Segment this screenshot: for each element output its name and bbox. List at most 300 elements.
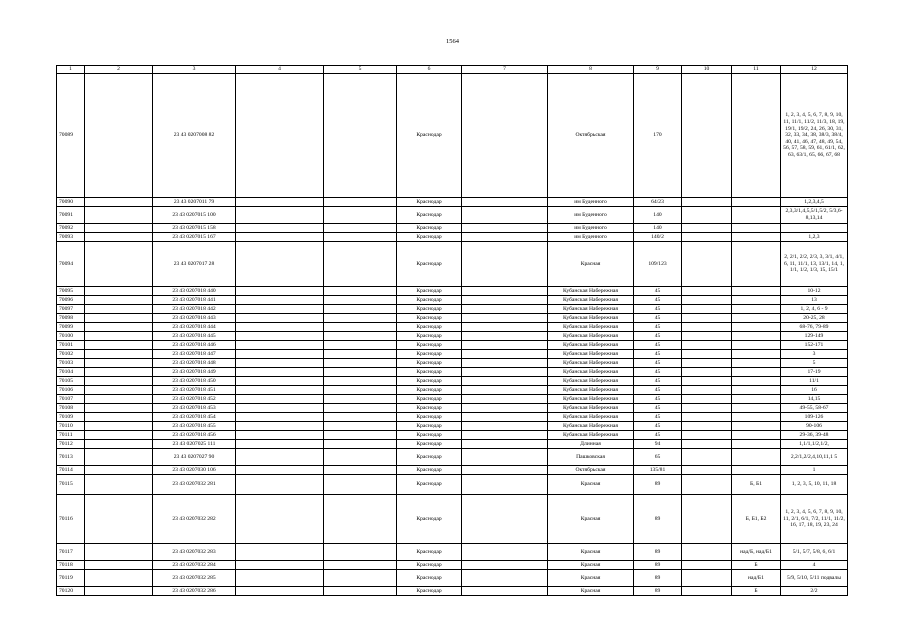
table-cell: Длинная	[548, 440, 634, 449]
table-cell	[85, 587, 153, 596]
table-cell: 23 43 0207032 281	[153, 475, 236, 495]
table-cell: Кубанская Набережная	[548, 323, 634, 332]
table-cell: 70112	[57, 440, 85, 449]
header-row	[57, 66, 848, 74]
table-cell: 70111	[57, 431, 85, 440]
table-cell	[324, 377, 397, 386]
table-cell: 45	[634, 413, 682, 422]
table-row	[57, 242, 848, 287]
table-cell	[324, 475, 397, 495]
table-cell: 45	[634, 395, 682, 404]
table-cell: 45	[634, 386, 682, 395]
table-cell	[682, 287, 732, 296]
table-cell: Кубанская Набережная	[548, 431, 634, 440]
table-cell: 23 43 0207032 282	[153, 495, 236, 544]
table-cell	[236, 305, 324, 314]
table-cell: 45	[634, 350, 682, 359]
table-cell: 1	[781, 466, 848, 475]
table-cell	[682, 242, 732, 287]
table-cell	[732, 386, 781, 395]
table-cell	[85, 296, 153, 305]
table-cell: 89	[634, 544, 682, 561]
table-cell: 70119	[57, 570, 85, 587]
table-cell: 23 43 0207018 450	[153, 377, 236, 386]
table-row	[57, 587, 848, 596]
table-cell: 1, 2, 3, 4, 5, 6, 7, 8, 9, 10, 11, 2/1, 6/1, 7/2, 11/1, 11/2, 16, 17, 18, 19, 23, 24	[781, 495, 848, 544]
table-cell: 45	[634, 368, 682, 377]
table-cell: 70096	[57, 296, 85, 305]
table-cell: Краснодар	[397, 422, 462, 431]
table-cell: 89	[634, 570, 682, 587]
table-cell	[462, 368, 548, 377]
table-cell	[236, 413, 324, 422]
table-cell	[682, 404, 732, 413]
table-cell	[682, 198, 732, 207]
table-row	[57, 332, 848, 341]
table-cell: 23 43 0207018 446	[153, 341, 236, 350]
table-cell: 68-76, 79-89	[781, 323, 848, 332]
table-cell	[462, 314, 548, 323]
table-row	[57, 544, 848, 561]
table-cell: 129-149	[781, 332, 848, 341]
table-cell	[324, 305, 397, 314]
table-cell	[324, 287, 397, 296]
table-cell	[236, 242, 324, 287]
table-cell: Красная	[548, 561, 634, 570]
table-cell: 23 43 0207018 443	[153, 314, 236, 323]
table-cell	[85, 323, 153, 332]
table-cell: 23 43 0207018 455	[153, 422, 236, 431]
table-cell	[462, 341, 548, 350]
table-row	[57, 74, 848, 198]
table-cell: им Буденного	[548, 207, 634, 224]
table-cell: 23 43 0207015 100	[153, 207, 236, 224]
table-cell: 4	[781, 561, 848, 570]
table-cell	[324, 368, 397, 377]
table-cell: Краснодар	[397, 466, 462, 475]
table-cell	[682, 544, 732, 561]
table-cell: 23 43 0207018 451	[153, 386, 236, 395]
table-cell: 89	[634, 495, 682, 544]
table-cell: 64/23	[634, 198, 682, 207]
table-cell	[462, 422, 548, 431]
table-row	[57, 287, 848, 296]
table-cell	[324, 341, 397, 350]
table-cell	[732, 305, 781, 314]
table-cell	[85, 332, 153, 341]
table-cell	[236, 341, 324, 350]
table-row	[57, 377, 848, 386]
table-cell	[682, 495, 732, 544]
table-cell: Краснодар	[397, 495, 462, 544]
column-header: 10	[682, 66, 732, 74]
table-cell: 23 43 0207018 456	[153, 431, 236, 440]
table-row	[57, 475, 848, 495]
table-cell	[85, 440, 153, 449]
table-cell: Краснодар	[397, 305, 462, 314]
table-cell: Краснодар	[397, 233, 462, 242]
table-cell: Краснодар	[397, 368, 462, 377]
table-row	[57, 224, 848, 233]
table-cell	[324, 350, 397, 359]
table-cell	[324, 332, 397, 341]
table-cell: 70092	[57, 224, 85, 233]
table-cell	[324, 74, 397, 198]
table-cell: Краснодар	[397, 198, 462, 207]
table-cell: 23 43 0207018 442	[153, 305, 236, 314]
table-cell: 23 43 0207032 283	[153, 544, 236, 561]
table-cell	[682, 440, 732, 449]
table-cell	[324, 570, 397, 587]
table-cell: 10-12	[781, 287, 848, 296]
table-cell: Б, Б1	[732, 475, 781, 495]
table-cell	[324, 440, 397, 449]
table-cell	[462, 449, 548, 466]
table-cell	[682, 561, 732, 570]
table-cell	[682, 377, 732, 386]
table-cell: 70116	[57, 495, 85, 544]
table-cell	[236, 233, 324, 242]
table-cell: 70109	[57, 413, 85, 422]
table-cell	[85, 242, 153, 287]
table-cell: 70095	[57, 287, 85, 296]
column-header: 12	[781, 66, 848, 74]
table-cell: Краснодар	[397, 395, 462, 404]
table-cell	[236, 350, 324, 359]
table-cell	[462, 587, 548, 596]
table-cell	[236, 287, 324, 296]
table-cell: 23 43 0207025 111	[153, 440, 236, 449]
table-cell	[462, 431, 548, 440]
column-header: 7	[462, 66, 548, 74]
table-cell: 70089	[57, 74, 85, 198]
table-cell: 2/2	[781, 587, 848, 596]
table-cell: Октябрьская	[548, 74, 634, 198]
table-cell: Краснодар	[397, 224, 462, 233]
table-cell: над/Б1	[732, 570, 781, 587]
table-row	[57, 305, 848, 314]
table-cell	[324, 587, 397, 596]
table-cell	[85, 359, 153, 368]
table-cell: Кубанская Набережная	[548, 404, 634, 413]
table-cell	[85, 475, 153, 495]
table-cell	[85, 350, 153, 359]
table-cell: 45	[634, 305, 682, 314]
table-cell: Краснодар	[397, 341, 462, 350]
table-cell: 17-19	[781, 368, 848, 377]
table-cell: Кубанская Набережная	[548, 305, 634, 314]
table-cell: 2,2/1,2/2,4,10,11,1 5	[781, 449, 848, 466]
table-cell	[682, 587, 732, 596]
table-cell	[236, 386, 324, 395]
table-cell: Кубанская Набережная	[548, 377, 634, 386]
table-cell: им Буденного	[548, 224, 634, 233]
table-cell	[324, 242, 397, 287]
table-cell	[462, 404, 548, 413]
register-table	[56, 65, 848, 596]
table-cell: 70090	[57, 198, 85, 207]
table-cell: Красная	[548, 495, 634, 544]
table-cell	[462, 440, 548, 449]
table-cell: им Буденного	[548, 198, 634, 207]
table-row	[57, 233, 848, 242]
table-cell: 23 43 0207032 285	[153, 570, 236, 587]
table-cell	[462, 475, 548, 495]
table-cell	[324, 561, 397, 570]
table-cell	[682, 74, 732, 198]
table-cell	[324, 233, 397, 242]
table-row	[57, 395, 848, 404]
table-cell: 94	[634, 440, 682, 449]
table-cell	[732, 350, 781, 359]
table-cell	[236, 561, 324, 570]
table-cell	[236, 224, 324, 233]
table-cell	[236, 395, 324, 404]
table-cell	[324, 413, 397, 422]
table-cell	[236, 198, 324, 207]
table-cell: 70117	[57, 544, 85, 561]
table-cell: Октябрьская	[548, 466, 634, 475]
table-cell	[324, 323, 397, 332]
table-cell	[462, 74, 548, 198]
table-cell	[732, 449, 781, 466]
table-cell: Красная	[548, 570, 634, 587]
table-cell: 23 43 0207032 284	[153, 561, 236, 570]
table-cell	[236, 359, 324, 368]
table-cell	[236, 587, 324, 596]
table-cell: 23 43 0207018 448	[153, 359, 236, 368]
table-cell: Краснодар	[397, 314, 462, 323]
table-cell	[236, 332, 324, 341]
table-cell: 70098	[57, 314, 85, 323]
table-cell: Краснодар	[397, 359, 462, 368]
table-cell: им Буденного	[548, 233, 634, 242]
table-cell	[462, 323, 548, 332]
table-cell: Краснодар	[397, 413, 462, 422]
table-cell	[682, 359, 732, 368]
table-cell	[324, 296, 397, 305]
table-cell: 89	[634, 587, 682, 596]
table-cell	[682, 422, 732, 431]
table-row	[57, 495, 848, 544]
table-cell	[732, 242, 781, 287]
table-cell	[781, 224, 848, 233]
column-header: 2	[85, 66, 153, 74]
column-header: 5	[324, 66, 397, 74]
table-cell: Краснодар	[397, 561, 462, 570]
table-cell: 70118	[57, 561, 85, 570]
table-cell: 45	[634, 314, 682, 323]
table-cell: 152-171	[781, 341, 848, 350]
table-cell: 70091	[57, 207, 85, 224]
table-row	[57, 314, 848, 323]
table-cell: Красная	[548, 475, 634, 495]
table-cell	[462, 359, 548, 368]
table-row	[57, 431, 848, 440]
table-cell	[682, 207, 732, 224]
table-row	[57, 466, 848, 475]
table-cell	[732, 368, 781, 377]
table-cell	[236, 404, 324, 413]
table-cell	[462, 395, 548, 404]
table-cell: 5	[781, 359, 848, 368]
table-cell	[236, 495, 324, 544]
table-cell	[85, 395, 153, 404]
table-cell	[462, 386, 548, 395]
table-cell: Кубанская Набережная	[548, 341, 634, 350]
table-cell	[732, 404, 781, 413]
table-cell	[324, 395, 397, 404]
table-cell: 45	[634, 404, 682, 413]
table-cell	[85, 466, 153, 475]
table-cell: 45	[634, 323, 682, 332]
table-cell	[682, 395, 732, 404]
table-cell	[236, 475, 324, 495]
table-cell	[732, 377, 781, 386]
table-cell: 70099	[57, 323, 85, 332]
table-cell	[732, 233, 781, 242]
table-cell	[324, 207, 397, 224]
column-header: 8	[548, 66, 634, 74]
table-cell	[236, 314, 324, 323]
table-cell: Кубанская Набережная	[548, 386, 634, 395]
table-cell: 70110	[57, 422, 85, 431]
table-row	[57, 449, 848, 466]
table-cell: 23 43 0207017 28	[153, 242, 236, 287]
table-cell: Б	[732, 561, 781, 570]
table-cell: 109/123	[634, 242, 682, 287]
table-cell: Краснодар	[397, 570, 462, 587]
table-cell	[682, 449, 732, 466]
table-cell	[732, 422, 781, 431]
table-cell: 70108	[57, 404, 85, 413]
table-cell: 70113	[57, 449, 85, 466]
table-cell: 70101	[57, 341, 85, 350]
table-cell	[732, 466, 781, 475]
table-cell	[732, 431, 781, 440]
table-cell	[682, 314, 732, 323]
table-cell	[85, 413, 153, 422]
table-cell: Б	[732, 587, 781, 596]
table-cell	[85, 377, 153, 386]
table-cell	[732, 74, 781, 198]
table-cell	[236, 431, 324, 440]
table-cell	[236, 466, 324, 475]
table-cell: 140/2	[634, 233, 682, 242]
table-cell	[682, 233, 732, 242]
table-cell: 45	[634, 422, 682, 431]
table-cell: Краснодар	[397, 544, 462, 561]
table-row	[57, 386, 848, 395]
table-cell	[85, 207, 153, 224]
table-cell	[462, 207, 548, 224]
table-cell: Краснодар	[397, 587, 462, 596]
table-cell: 23 43 0207018 444	[153, 323, 236, 332]
table-cell	[462, 305, 548, 314]
table-cell	[462, 561, 548, 570]
table-row	[57, 296, 848, 305]
table-cell	[324, 198, 397, 207]
table-cell: Красная	[548, 242, 634, 287]
table-cell	[236, 74, 324, 198]
table-cell: Кубанская Набережная	[548, 350, 634, 359]
table-cell: Краснодар	[397, 404, 462, 413]
column-header: 9	[634, 66, 682, 74]
table-cell: 1, 2, 3, 5, 10, 11, 18	[781, 475, 848, 495]
table-row	[57, 570, 848, 587]
table-row	[57, 323, 848, 332]
table-cell: 70093	[57, 233, 85, 242]
table-cell	[85, 570, 153, 587]
table-cell	[462, 198, 548, 207]
table-cell	[732, 341, 781, 350]
table-cell	[236, 544, 324, 561]
table-cell: 170	[634, 74, 682, 198]
table-cell	[85, 422, 153, 431]
table-cell: 70104	[57, 368, 85, 377]
table-cell: 13	[781, 296, 848, 305]
table-cell: Кубанская Набережная	[548, 287, 634, 296]
table-cell: 70115	[57, 475, 85, 495]
table-cell: Краснодар	[397, 386, 462, 395]
table-cell: 70114	[57, 466, 85, 475]
table-cell: 23 43 0207018 449	[153, 368, 236, 377]
table-cell: 2, 2/1, 2/2, 2/3, 3, 3/1, 4/1, 6, 11, 11/1, 13, 13/1, 14, 1, 1/1, 1/2, 1/3, 15, 15/1	[781, 242, 848, 287]
table-cell	[324, 386, 397, 395]
table-cell	[682, 341, 732, 350]
table-cell	[324, 466, 397, 475]
table-cell: Кубанская Набережная	[548, 296, 634, 305]
table-row	[57, 341, 848, 350]
table-cell: 70094	[57, 242, 85, 287]
table-cell	[682, 466, 732, 475]
column-header: 6	[397, 66, 462, 74]
table-cell	[324, 431, 397, 440]
table-cell	[324, 422, 397, 431]
table-row	[57, 422, 848, 431]
table-cell	[85, 431, 153, 440]
table-cell: 23 43 0207018 445	[153, 332, 236, 341]
page-number: 1564	[446, 38, 459, 45]
table-cell	[682, 413, 732, 422]
table-cell	[462, 544, 548, 561]
table-cell: 49-55, 58-67	[781, 404, 848, 413]
table-cell	[462, 224, 548, 233]
table-cell	[462, 570, 548, 587]
table-cell	[85, 544, 153, 561]
table-cell: 1,2,3	[781, 233, 848, 242]
table-cell	[682, 386, 732, 395]
table-cell: Краснодар	[397, 440, 462, 449]
table-cell	[682, 296, 732, 305]
table-row	[57, 440, 848, 449]
table-cell	[462, 495, 548, 544]
table-cell: Краснодар	[397, 449, 462, 466]
table-cell: 23 43 0207011 79	[153, 198, 236, 207]
table-cell	[85, 561, 153, 570]
table-cell	[462, 466, 548, 475]
table-cell	[462, 350, 548, 359]
table-cell: 5/1, 5/7, 5/8, 6, 6/1	[781, 544, 848, 561]
table-cell	[462, 242, 548, 287]
table-cell	[85, 341, 153, 350]
table-cell: Кубанская Набережная	[548, 413, 634, 422]
table-cell: над/Б, над/Б1	[732, 544, 781, 561]
column-header: 11	[732, 66, 781, 74]
table-cell	[236, 377, 324, 386]
table-cell: 89	[634, 561, 682, 570]
table-cell: Кубанская Набережная	[548, 422, 634, 431]
